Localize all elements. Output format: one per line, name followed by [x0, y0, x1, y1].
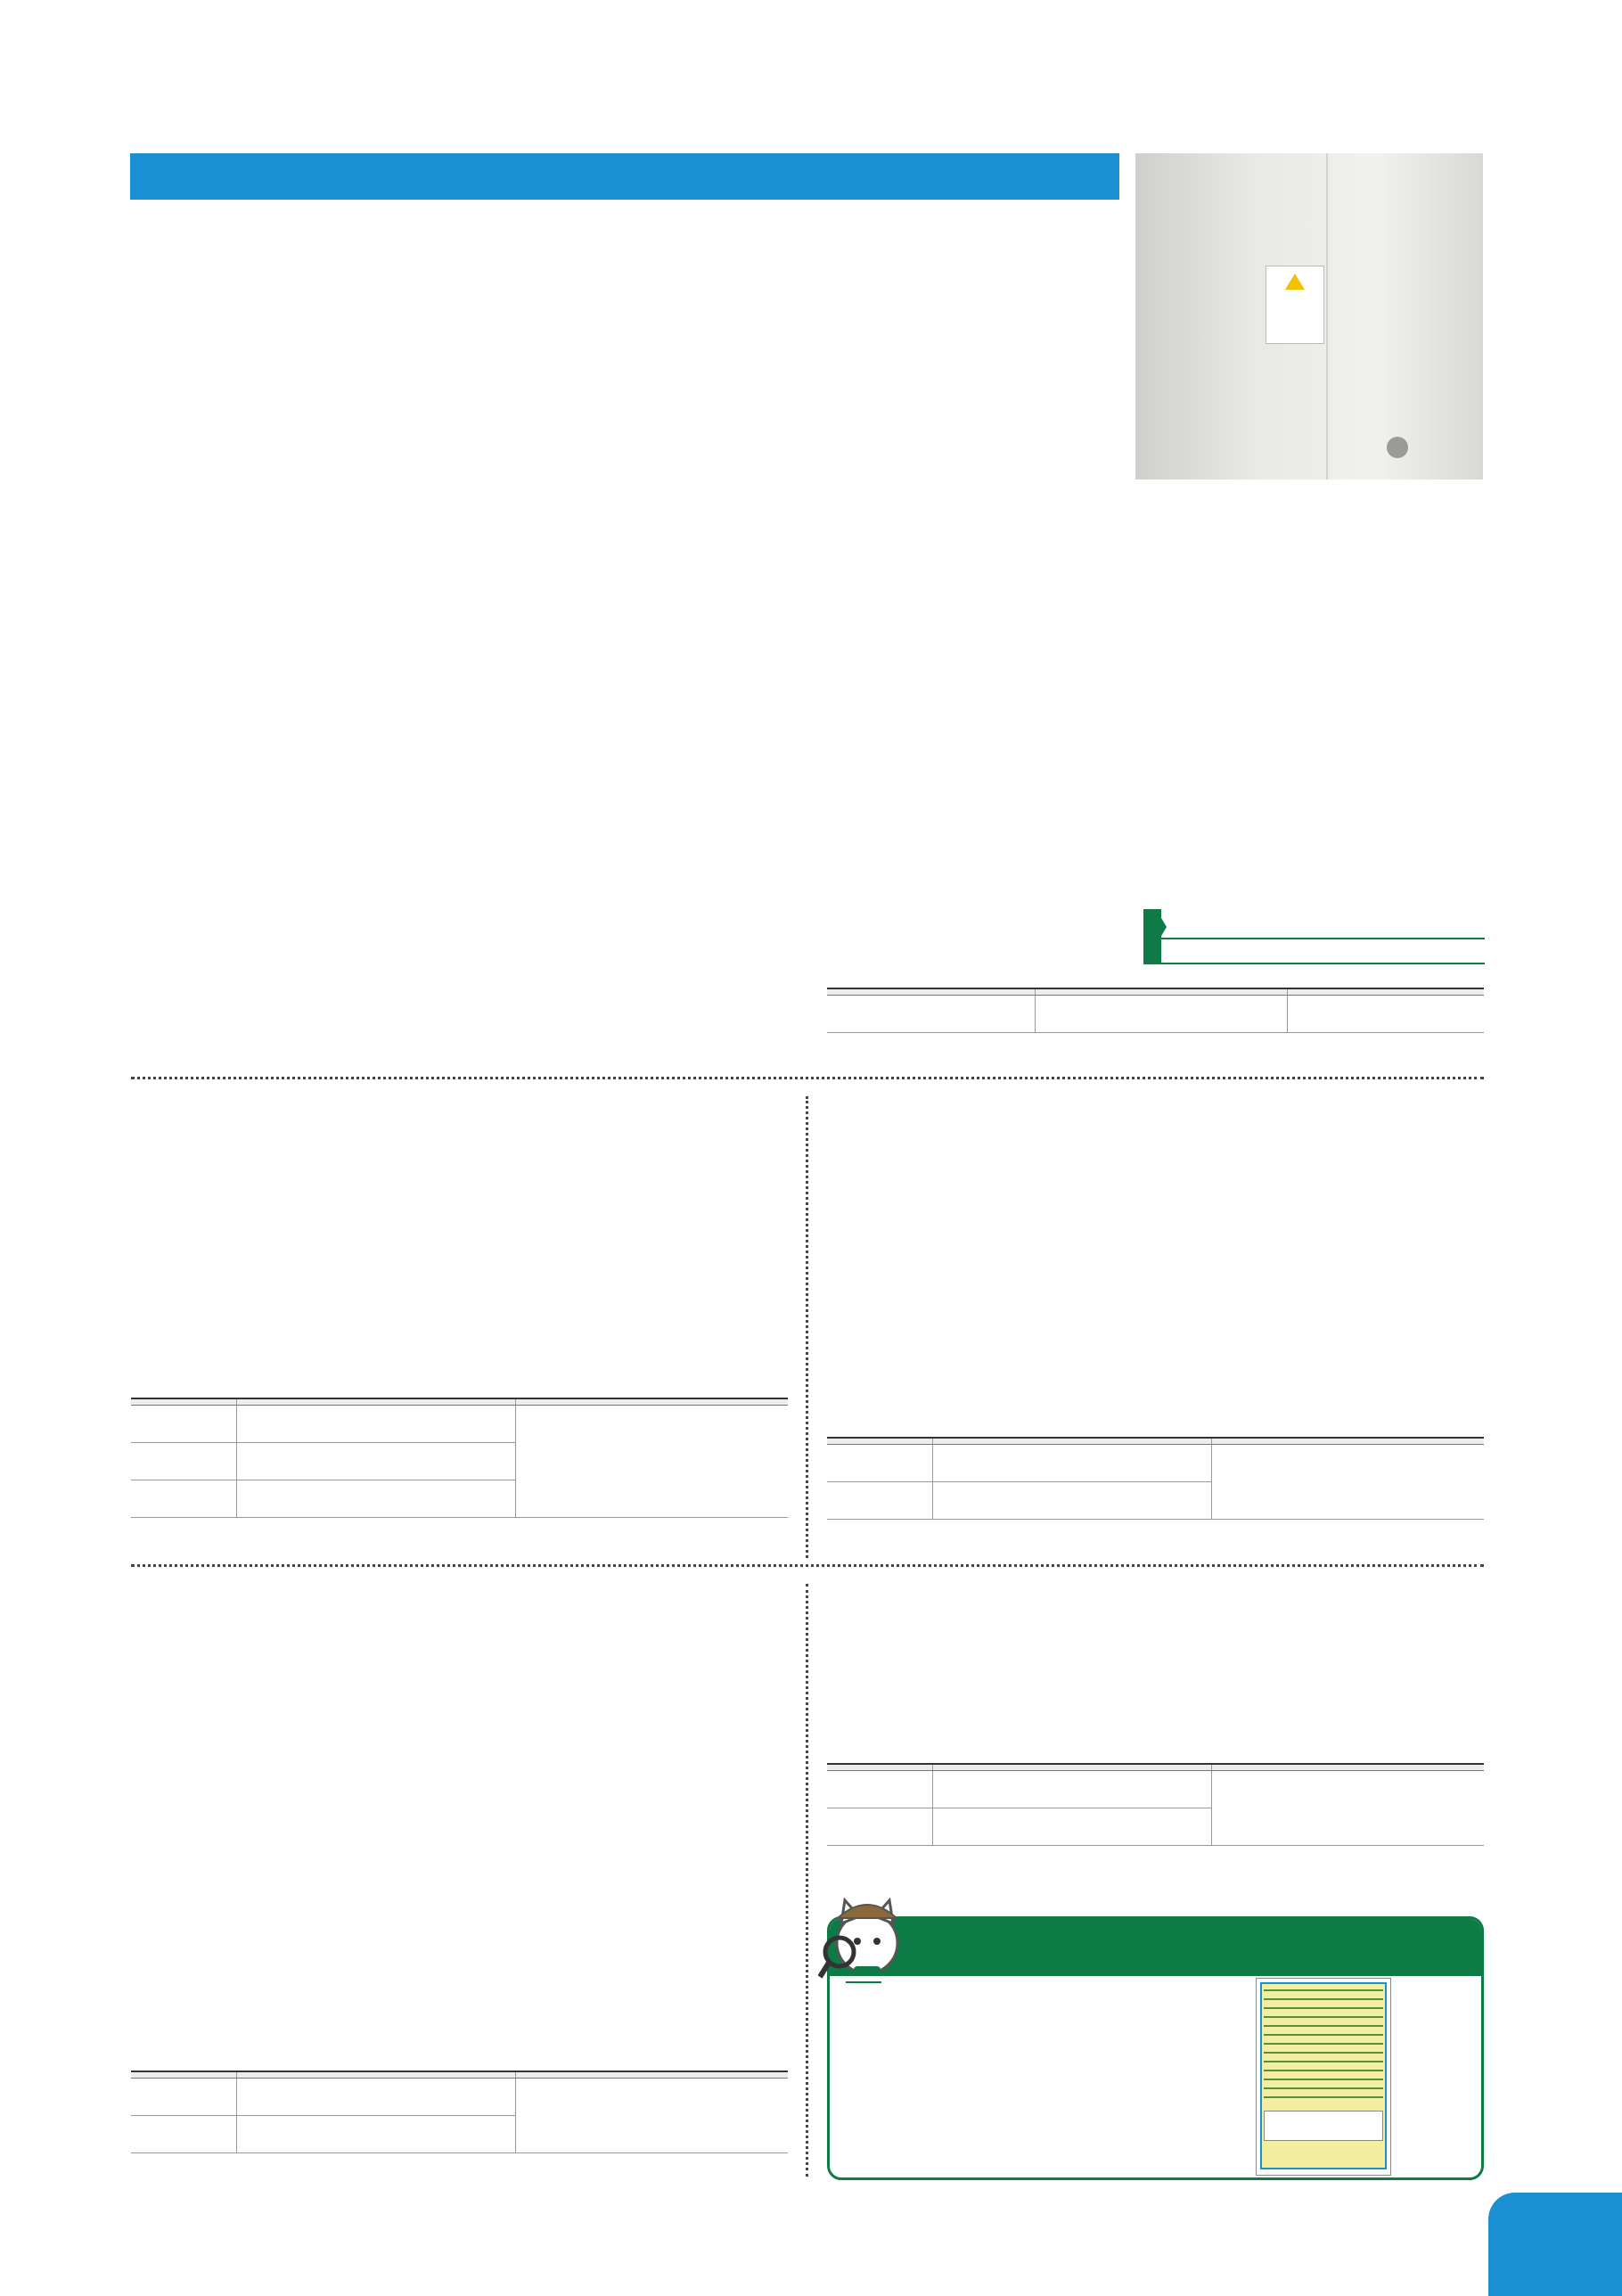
part-number	[236, 1406, 515, 1443]
price-table-530	[131, 1398, 788, 1518]
divider	[806, 1584, 808, 2177]
table-row	[131, 2079, 788, 2116]
col-order-code	[827, 988, 1035, 996]
col-price	[1211, 1764, 1484, 1771]
door-edge	[1326, 153, 1328, 480]
price-table-560	[827, 1763, 1484, 1846]
col-price	[515, 2071, 788, 2079]
col-order-code	[131, 2071, 236, 2079]
part-number	[236, 2079, 515, 2116]
col-part-number	[1035, 988, 1287, 996]
part-number	[932, 1445, 1211, 1482]
part-number	[236, 1443, 515, 1480]
divider	[806, 1096, 808, 1558]
col-price	[515, 1398, 788, 1406]
duty-board-nameplate	[1264, 2111, 1383, 2141]
col-part-number	[236, 2071, 515, 2079]
duty-board-image	[1256, 1978, 1391, 2176]
related-products-box	[827, 1916, 1484, 2180]
divider	[131, 1564, 1484, 1567]
col-order-code	[131, 1398, 236, 1406]
col-part-number	[932, 1764, 1211, 1771]
related-header	[830, 1919, 1481, 1976]
col-part-number	[932, 1438, 1211, 1445]
page-number	[1488, 2193, 1622, 2296]
door-knob	[1387, 437, 1408, 458]
col-order-code	[827, 1438, 932, 1445]
helmet-banner-shape	[1143, 909, 1485, 964]
col-price	[1287, 988, 1484, 996]
part-number	[932, 1771, 1211, 1808]
part-number	[932, 1808, 1211, 1846]
table-row	[827, 1445, 1484, 1482]
table-row	[827, 996, 1484, 1033]
part-number	[236, 2116, 515, 2153]
helmet-sticker-link[interactable]	[1143, 909, 1485, 964]
table-row	[827, 1771, 1484, 1808]
table-row	[131, 1406, 788, 1443]
price-table-533	[827, 1437, 1484, 1520]
part-number	[1035, 996, 1287, 1033]
price-table-550	[131, 2070, 788, 2153]
warning-triangle-icon	[1285, 274, 1305, 290]
part-number	[236, 1480, 515, 1518]
photo-sign	[1266, 266, 1324, 344]
part-number	[932, 1482, 1211, 1520]
section-title	[130, 153, 1119, 200]
price-table-main	[827, 988, 1484, 1033]
col-part-number	[236, 1398, 515, 1406]
mascot-cat-icon	[818, 1888, 916, 1986]
duty-board-text-lines	[1264, 1989, 1383, 2105]
col-price	[1211, 1438, 1484, 1445]
col-order-code	[827, 1764, 932, 1771]
installation-photo	[1135, 153, 1483, 480]
divider	[131, 1077, 1484, 1079]
